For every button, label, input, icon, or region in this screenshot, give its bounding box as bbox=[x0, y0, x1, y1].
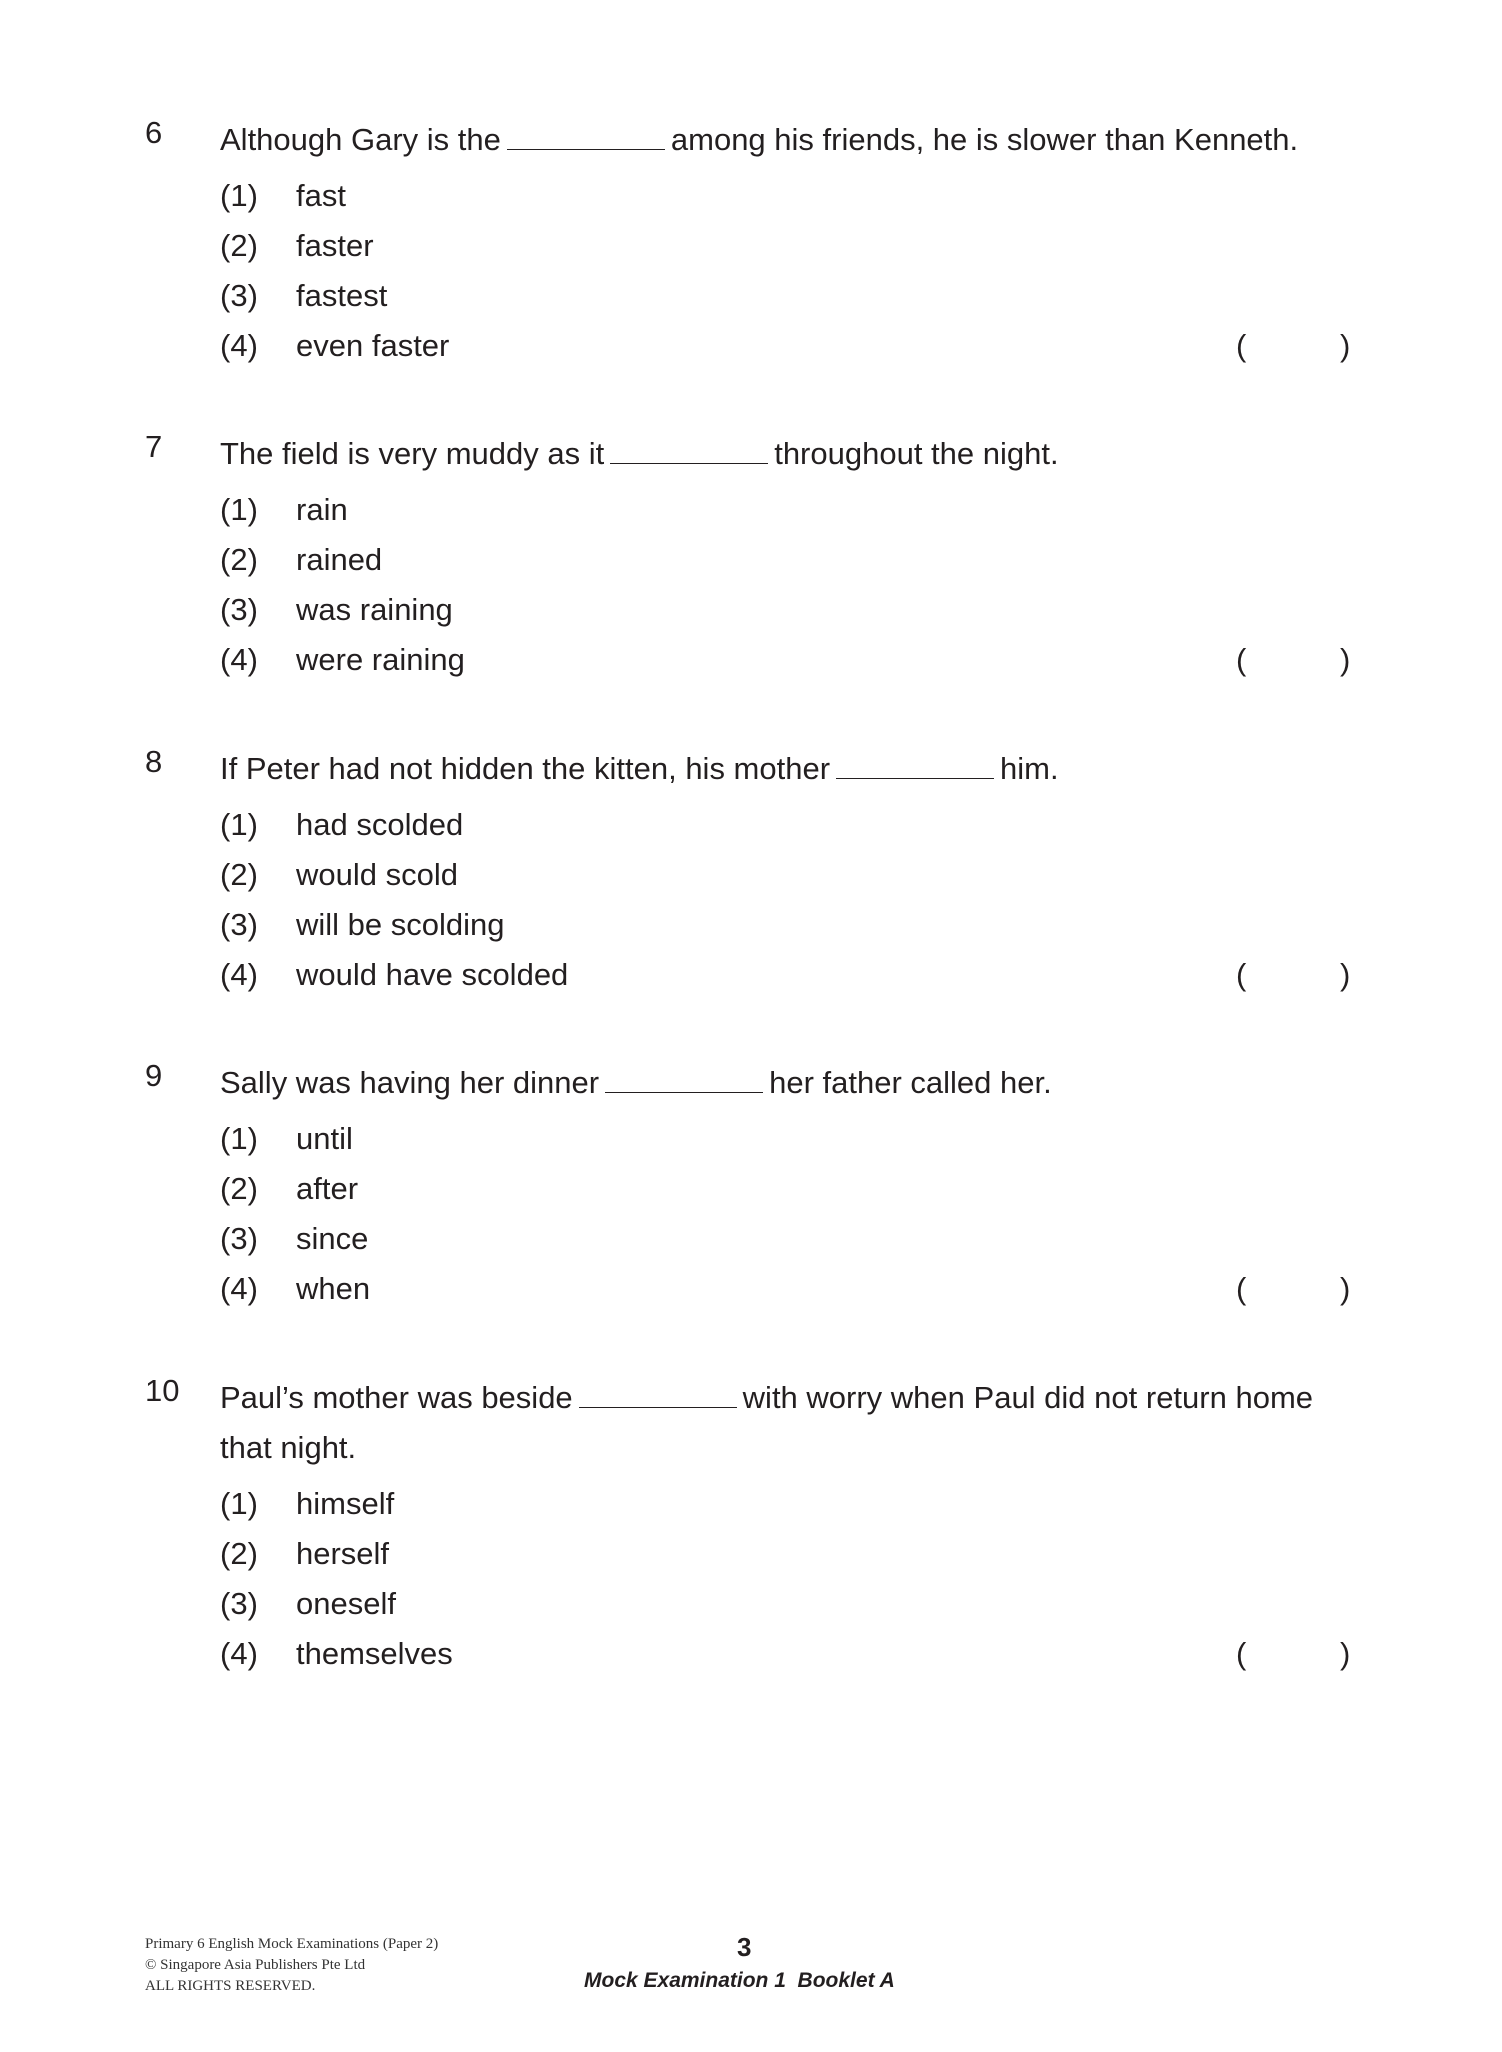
option-text: himself bbox=[296, 1486, 395, 1521]
answer-bracket-close: ) bbox=[1340, 957, 1351, 992]
question-number: 6 bbox=[145, 115, 163, 150]
option-text: fast bbox=[296, 178, 346, 213]
answer-box[interactable] bbox=[1250, 642, 1336, 678]
question-number: 9 bbox=[145, 1058, 163, 1093]
option-label: (3) bbox=[220, 1586, 258, 1621]
answer-box[interactable] bbox=[1250, 1271, 1336, 1307]
answer-blank bbox=[507, 125, 665, 150]
option-label: (4) bbox=[220, 1636, 258, 1671]
stem-after: with worry when Paul did not return home bbox=[742, 1380, 1314, 1415]
question-stem bbox=[220, 1373, 1360, 1473]
page-number: 3 bbox=[737, 1932, 752, 1962]
option-text: even faster bbox=[296, 328, 450, 363]
stem-before: Sally was having her dinner bbox=[220, 1065, 600, 1100]
option-label: (4) bbox=[220, 957, 258, 992]
option-text: faster bbox=[296, 228, 374, 263]
stem-before: Although Gary is the bbox=[220, 122, 501, 157]
option-text: had scolded bbox=[296, 807, 464, 842]
option-text: will be scolding bbox=[296, 907, 505, 942]
option-text: were raining bbox=[296, 642, 465, 677]
option-text: since bbox=[296, 1221, 369, 1256]
option-label: (1) bbox=[220, 178, 258, 213]
question-stem bbox=[220, 115, 1360, 165]
option-text: themselves bbox=[296, 1636, 453, 1671]
option-text: would have scolded bbox=[296, 957, 569, 992]
footer-line3: ALL RIGHTS RESERVED. bbox=[145, 1978, 316, 1994]
answer-bracket-open: ( bbox=[1236, 1271, 1247, 1306]
option-label: (3) bbox=[220, 278, 258, 313]
answer-blank bbox=[579, 1383, 737, 1408]
option-label: (1) bbox=[220, 1121, 258, 1156]
option-label: (1) bbox=[220, 492, 258, 527]
option-label: (2) bbox=[220, 228, 258, 263]
option-text: fastest bbox=[296, 278, 388, 313]
stem-after: him. bbox=[1000, 751, 1059, 786]
option-text: when bbox=[296, 1271, 371, 1306]
question-number: 7 bbox=[145, 429, 163, 464]
option-label: (2) bbox=[220, 542, 258, 577]
answer-blank bbox=[605, 1068, 763, 1093]
stem-after: her father called her. bbox=[769, 1065, 1052, 1100]
answer-box[interactable] bbox=[1250, 328, 1336, 364]
option-label: (2) bbox=[220, 1171, 258, 1206]
option-text: until bbox=[296, 1121, 353, 1156]
option-label: (3) bbox=[220, 1221, 258, 1256]
option-text: oneself bbox=[296, 1586, 396, 1621]
question-stem bbox=[220, 744, 1360, 794]
option-text: would scold bbox=[296, 857, 458, 892]
question-stem bbox=[220, 1058, 1360, 1108]
answer-bracket-open: ( bbox=[1236, 328, 1247, 363]
stem-before: If Peter had not hidden the kitten, his mother bbox=[220, 751, 831, 786]
answer-blank bbox=[610, 439, 768, 464]
answer-bracket-close: ) bbox=[1340, 328, 1351, 363]
answer-box[interactable] bbox=[1250, 957, 1336, 993]
option-text: was raining bbox=[296, 592, 453, 627]
option-label: (4) bbox=[220, 1271, 258, 1306]
option-label: (3) bbox=[220, 907, 258, 942]
option-label: (4) bbox=[220, 642, 258, 677]
option-text: rained bbox=[296, 542, 383, 577]
question-number: 8 bbox=[145, 744, 163, 779]
answer-bracket-close: ) bbox=[1340, 642, 1351, 677]
answer-blank bbox=[836, 754, 994, 779]
footer-copyright bbox=[145, 1934, 438, 1997]
answer-bracket-open: ( bbox=[1236, 642, 1247, 677]
answer-bracket-open: ( bbox=[1236, 957, 1247, 992]
option-label: (2) bbox=[220, 857, 258, 892]
option-text: after bbox=[296, 1171, 359, 1206]
option-text: herself bbox=[296, 1536, 390, 1571]
footer-line2: © Singapore Asia Publishers Pte Ltd bbox=[145, 1957, 366, 1973]
stem-before: The field is very muddy as it bbox=[220, 436, 605, 471]
option-label: (1) bbox=[220, 807, 258, 842]
answer-bracket-close: ) bbox=[1340, 1636, 1351, 1671]
answer-bracket-open: ( bbox=[1236, 1636, 1247, 1671]
stem-before: Paul’s mother was beside bbox=[220, 1380, 573, 1415]
question-number: 10 bbox=[145, 1373, 180, 1408]
stem-continued: that night. bbox=[220, 1430, 357, 1465]
question-stem bbox=[220, 429, 1360, 479]
answer-box[interactable] bbox=[1250, 1636, 1336, 1672]
exam-label: Mock Examination 1 Booklet A bbox=[584, 1969, 895, 1992]
option-label: (4) bbox=[220, 328, 258, 363]
option-label: (3) bbox=[220, 592, 258, 627]
footer-line1: Primary 6 English Mock Examinations (Paper 2) bbox=[145, 1936, 439, 1952]
option-label: (2) bbox=[220, 1536, 258, 1571]
stem-after: among his friends, he is slower than Kenneth. bbox=[670, 122, 1299, 157]
answer-bracket-close: ) bbox=[1340, 1271, 1351, 1306]
option-text: rain bbox=[296, 492, 348, 527]
stem-after: throughout the night. bbox=[774, 436, 1059, 471]
option-label: (1) bbox=[220, 1486, 258, 1521]
